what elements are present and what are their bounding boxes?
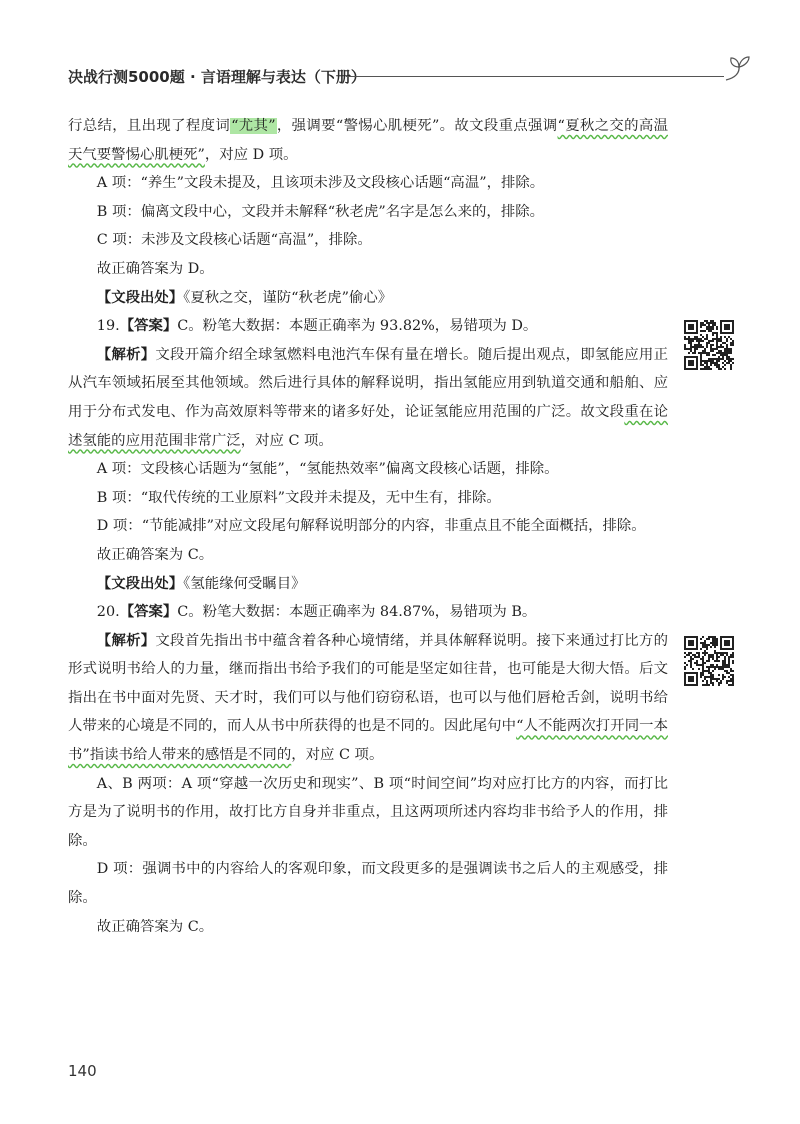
qr-code-q20[interactable] — [684, 636, 734, 686]
highlighted-keyword: “尤其” — [231, 118, 276, 134]
q19-option-d: D 项：“节能减排”对应文段尾句解释说明部分的内容，非重点且不能全面概括，排除。 — [96, 518, 646, 535]
q19-answer-line: 19.【答案】C。粉笔大数据：本题正确率为 93.82%，易错项为 D。 — [96, 317, 538, 335]
q19-option-a: A 项：文段核心话题为“氢能”，“氢能热效率”偏离文段核心话题，排除。 — [96, 461, 559, 478]
header-rule — [346, 76, 724, 77]
q20-option-ab: A、B 两项：A 项“穿越一次历史和现实”、B 项“时间空间”均对应打比方的内容，而打比方是为了说明书的作用，故打比方自身并非重点，且这两项所述内容均非书给予人的作用，排除。 — [68, 775, 668, 849]
q18-conclusion: 行总结，且出现了程度词“尤其”，强调要“警惕心肌梗死”。故文段重点强调“夏秋之交的高温天气要警惕心肌梗死”，对应 D 项。 — [68, 118, 668, 163]
q20-answer: 故正确答案为 C。 — [96, 918, 214, 935]
q18-option-a: A 项：“养生”文段未提及，且该项未涉及文段核心话题“高温”，排除。 — [96, 175, 545, 192]
q20-option-d: D 项：强调书中的内容给人的客观印象，而文段更多的是强调读书之后人的主观感受，排除。 — [68, 861, 668, 907]
q20-analysis: 【解析】文段首先指出书中蕴含着各种心境情绪，并具体解释说明。接下来通过打比方的形式说明书给人的力量，继而指出书给予我们的可能是坚定如往昔，也可能是大彻大悟。后文指出在书中面对先贤、天才时，我们可以与他们窃窃私语，也可以与他们唇枪舌剑，说明书给人带来的心境是不同的，而人从书中所获得的也是不同的。因此尾句中“人不能两次打开同一本书”指读书给人带来的感悟是不同的，对应 C 项。 — [68, 631, 668, 764]
running-header — [68, 62, 740, 92]
qr-code-q19[interactable] — [684, 320, 734, 370]
q18-answer: 故正确答案为 D。 — [96, 260, 214, 277]
q18-option-b: B 项：偏离文段中心，文段并未解释“秋老虎”名字是怎么来的，排除。 — [96, 203, 544, 220]
wavy-underlined-phrase: “人不能两次打开同一本书”指读书给人带来的感悟是不同的 — [68, 718, 668, 764]
q19-source: 【文段出处】《氢能缘何受瞩目》 — [96, 574, 306, 592]
q20-answer-line: 20.【答案】C。粉笔大数据：本题正确率为 84.87%，易错项为 B。 — [96, 603, 537, 621]
sprout-icon — [722, 54, 756, 84]
q19-analysis: 【解析】文段开篇介绍全球氢燃料电池汽车保有量在增长。随后提出观点，即氢能应用正从汽车领域拓展至其他领域。然后进行具体的解释说明，指出氢能应用到轨道交通和船舶、应用于分布式发电、作为高效原料等带来的诸多好处，论证氢能应用范围的广泛。故文段重在论述氢能的应用范围非常广泛，对应 C 项。 — [68, 345, 668, 449]
q19-option-b: B 项：“取代传统的工业原料”文段并未提及，无中生有，排除。 — [96, 489, 501, 506]
wavy-underlined-phrase: “夏秋之交的高温天气要警惕心肌梗死” — [68, 118, 668, 163]
q19-answer: 故正确答案为 C。 — [96, 546, 214, 563]
body-text — [68, 112, 668, 941]
page-number: 140 — [68, 1062, 97, 1080]
wavy-underlined-phrase: 重在论述氢能的应用范围非常广泛 — [68, 403, 668, 449]
book-title: 决战行测5000题 · 言语理解与表达（下册） — [68, 68, 366, 86]
q18-source: 【文段出处】《夏秋之交，谨防“秋老虎”偷心》 — [96, 288, 393, 306]
q18-option-c: C 项：未涉及文段核心话题“高温”，排除。 — [96, 232, 372, 249]
